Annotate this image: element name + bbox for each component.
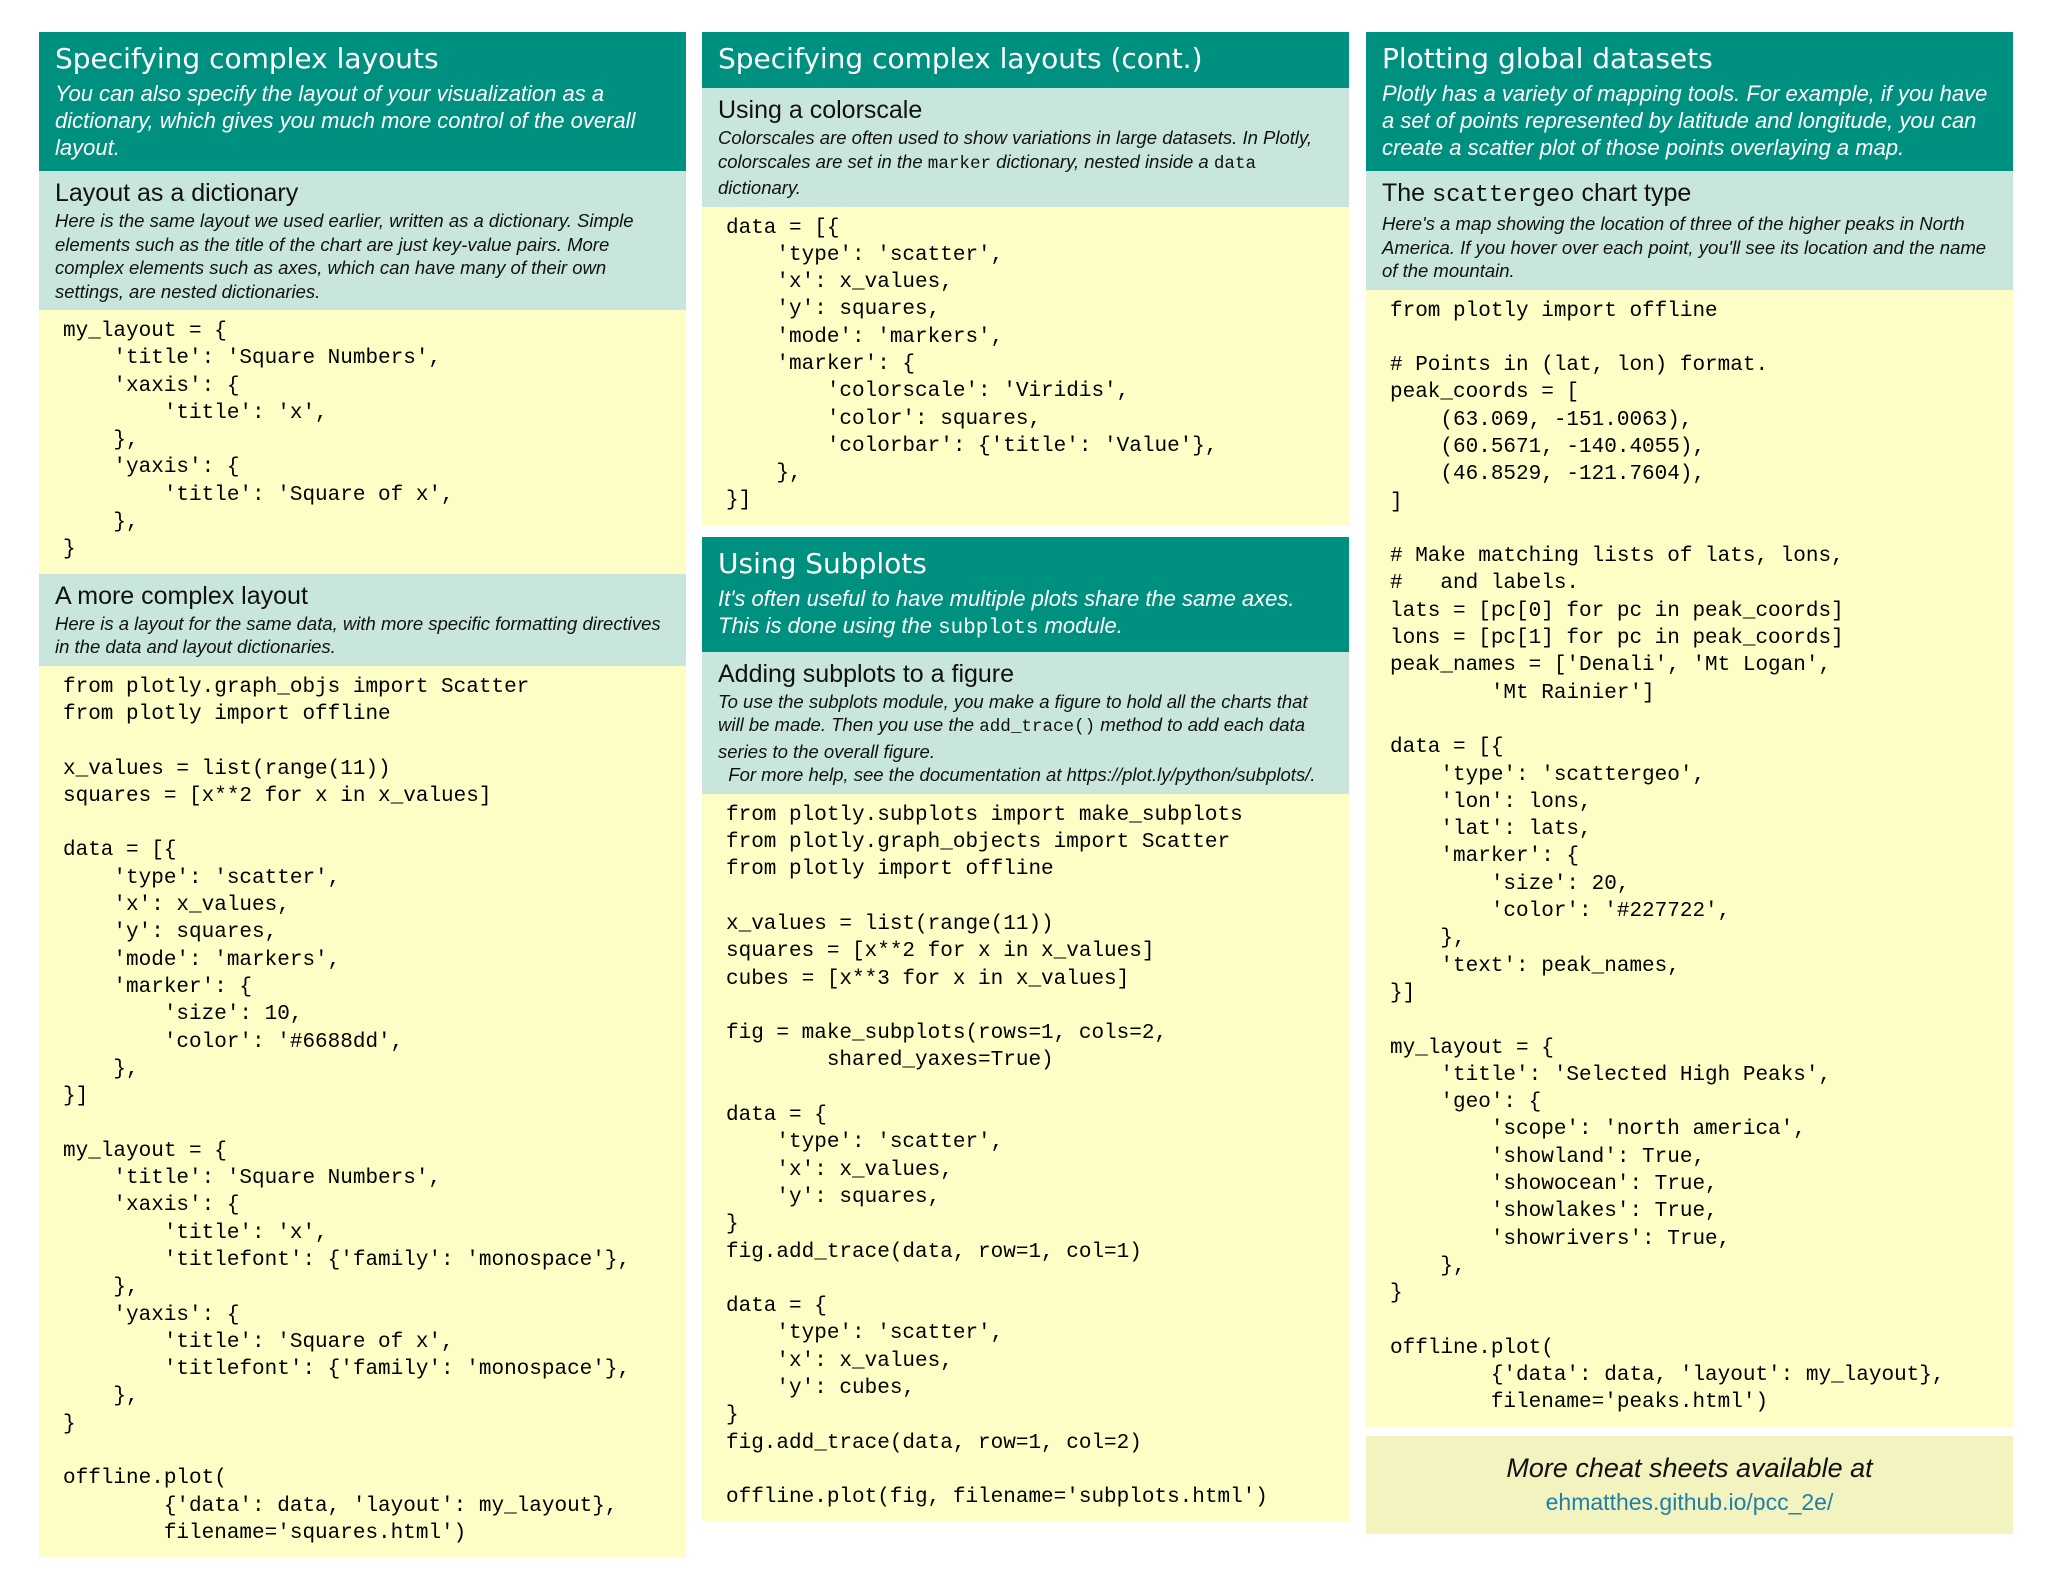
subsection-title: The scattergeo chart type — [1382, 179, 1692, 209]
section-title: Plotting global datasets — [1382, 42, 1713, 75]
subsection-title: Layout as a dictionary — [55, 179, 299, 207]
code-block: from plotly.subplots import make_subplots from plotly.graph_objects import Scatter from plotly import offline x_values = list(range(11)) squares = [x**2 for x in x_values] cubes = [x**3 for x in x_values] fig = make_subplots(rows=1, cols=2, shared_yaxes=True) data = { 'type': 'scatter', 'x': x_values, 'y': squares, } fig.add_trace(data, row=1, col=1) data = { 'type': 'scatter', 'x': x_values, 'y': cubes, } fig.add_trace(data, row=1, col=2) offline.plot(fig, filename='subplots.html') — [702, 794, 1349, 1522]
subsection-desc: Here is a layout for the same data, with more specific formatting directives in the data and layout dictionaries. — [55, 612, 661, 658]
subsection-header — [39, 574, 686, 666]
column-1 — [39, 32, 686, 1557]
footer — [1366, 1436, 2013, 1534]
subsection-desc: Colorscales are often used to show variations in large datasets. In Plotly, colorscales are set in the marker dictionary, nested inside a data dictionary. — [718, 127, 1313, 198]
code-block: data = [{ 'type': 'scatter', 'x': x_values, 'y': squares, 'mode': 'markers', 'marker': { 'colorscale': 'Viridis', 'color': squares, 'colorbar': {'title': 'Value'}, }, }] — [702, 207, 1349, 525]
code-block: from plotly.graph_objs import Scatter from plotly import offline x_values = list(range(11)) squares = [x**2 for x in x_values] data = [{ 'type': 'scatter', 'x': x_values, 'y': squares, 'mode': 'markers', 'marker': { 'size': 10, 'color': '#6688dd', }, }] my_layout = { 'title': 'Square Numbers', 'xaxis': { 'title': 'x', 'titlefont': {'family': 'monospace'}, }, 'yaxis': { 'title': 'Square of x', 'titlefont': {'family': 'monospace'}, }, } offline.plot( {'data': data, 'layout': my_layout}, filename='squares.html') — [39, 666, 686, 1558]
section-title: Specifying complex layouts (cont.) — [718, 42, 1203, 75]
section-title: Specifying complex layouts — [55, 42, 439, 75]
subsection-desc: Here's a map showing the location of three of the higher peaks in North America. If you hover over each point, you'll see its location and the name of the mountain. — [1382, 213, 1987, 281]
section-divider — [1366, 1427, 2013, 1436]
section-intro: Plotly has a variety of mapping tools. For example, if you have a set of points represented by latitude and longitude, you can create a scatter plot of those points overlaying a map. — [1382, 81, 1988, 160]
subsection-header — [702, 88, 1349, 207]
footer-text: More cheat sheets available at — [1506, 1452, 1873, 1483]
subsection-desc: To use the subplots module, you make a figure to hold all the charts that will be made. Then you use the add_trace() method to add each data series to the overall figure. For more help, see the documentation at https://plot.ly/python/subplots/. — [718, 690, 1316, 786]
section-intro: It's often useful to have multiple plots share the same axes. This is done using the subplots module. — [718, 585, 1295, 640]
column-3 — [1366, 32, 2013, 1534]
section-header — [702, 537, 1349, 652]
section-divider — [702, 525, 1349, 537]
section-header — [702, 32, 1349, 88]
section-intro: You can also specify the layout of your visualization as a dictionary, which gives you much more control of the overall layout. — [55, 81, 636, 160]
subsection-header — [702, 652, 1349, 794]
section-header — [39, 32, 686, 171]
subsection-title: A more complex layout — [55, 581, 308, 610]
section-title: Using Subplots — [718, 546, 927, 580]
subsection-header — [1366, 171, 2013, 290]
subsection-title: Using a colorscale — [718, 96, 923, 124]
subsection-header — [39, 171, 686, 310]
column-2 — [702, 32, 1349, 1521]
subsection-title: Adding subplots to a figure — [718, 659, 1015, 688]
code-block: from plotly import offline # Points in (lat, lon) format. peak_coords = [ (63.069, -151.0063), (60.5671, -140.4055), (46.8529, -121.7604), ] # Make matching lists of lats, lons, # and labels. lats = [pc[0] for pc in peak_coords] lons = [pc[1] for pc in peak_coords] peak_names = ['Denali', 'Mt Logan', 'Mt Rainier'] data = [{ 'type': 'scattergeo', 'lon': lons, 'lat': lats, 'marker': { 'size': 20, 'color': '#227722', }, 'text': peak_names, }] my_layout = { 'title': 'Selected High Peaks', 'geo': { 'scope': 'north america', 'showland': True, 'showocean': True, 'showlakes': True, 'showrivers': True, }, } offline.plot( {'data': data, 'layout': my_layout}, filename='peaks.html') — [1366, 290, 2013, 1427]
code-block: my_layout = { 'title': 'Square Numbers', 'xaxis': { 'title': 'x', }, 'yaxis': { 'title': 'Square of x', }, } — [39, 310, 686, 574]
subsection-desc: Here is the same layout we used earlier, written as a dictionary. Simple elements such as the title of the chart are just key-value pairs. More complex elements such as axes, which can have many of their own settings, are nested dictionaries. — [55, 210, 634, 302]
footer-link[interactable]: ehmatthes.github.io/pcc_2e/ — [1545, 1488, 1834, 1515]
section-header — [1366, 32, 2013, 171]
